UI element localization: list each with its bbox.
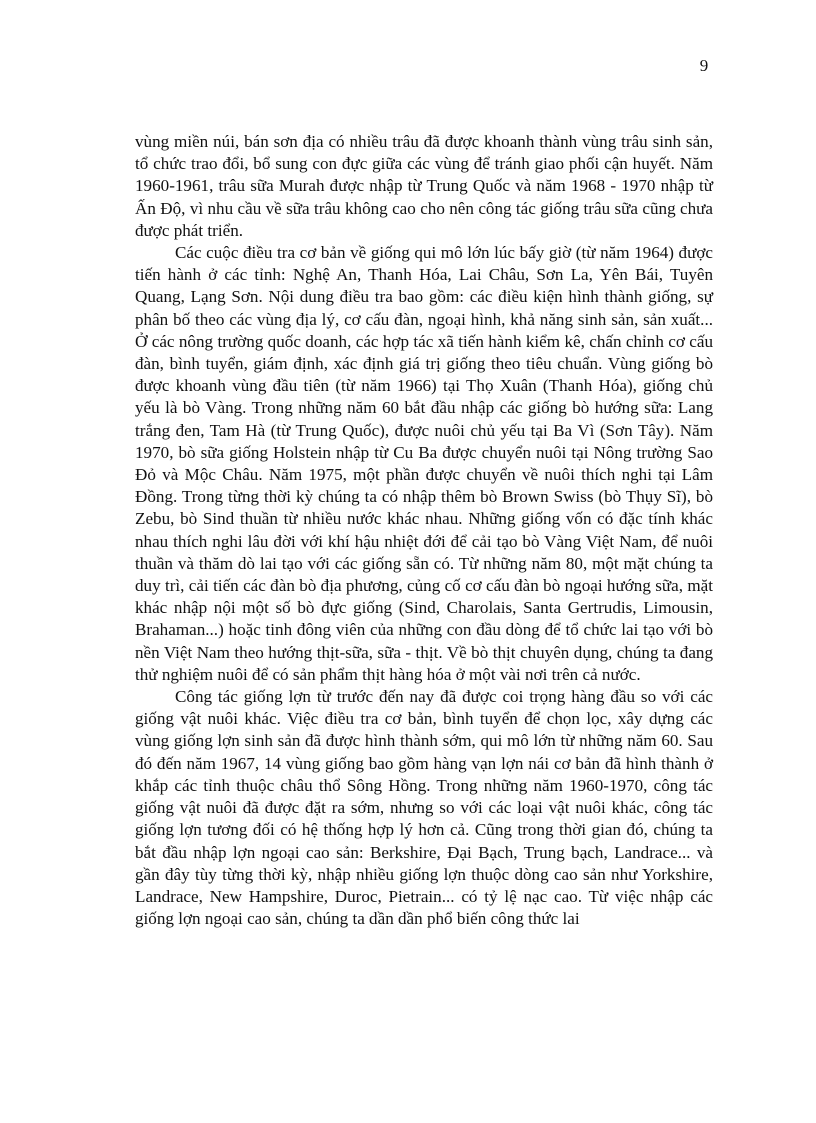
paragraph-1: vùng miền núi, bán sơn địa có nhiều trâu đã được khoanh thành vùng trâu sinh sản, tổ chức trao đổi, bổ sung con đực giữa các vùng để tránh giao phối cận huyết. Năm 1960-1961, trâu sữa Murah được nhập từ Trung Quốc và năm 1968 - 1970 nhập từ Ấn Độ, vì nhu cầu về sữa trâu không cao cho nên công tác giống trâu sữa cũng chưa được phát triển. [135, 132, 713, 240]
page-number: 9 [699, 56, 709, 75]
paragraph-3: Công tác giống lợn từ trước đến nay đã được coi trọng hàng đầu so với các giống vật nuôi khác. Việc điều tra cơ bản, bình tuyển để chọn lọc, xây dựng các vùng giống lợn sinh sản đã được hình thành sớm, qui mô lớn từ những năm 60. Sau đó đến năm 1967, 14 vùng giống bao gồm hàng vạn lợn nái cơ bản đã hình thành ở khắp các tỉnh thuộc châu thổ Sông Hồng. Trong những năm 1960-1970, công tác giống vật nuôi đã được đặt ra sớm, nhưng so với các loại vật nuôi khác, công tác giống lợn tương đối có hệ thống hợp lý hơn cả. Cũng trong thời gian đó, chúng ta bắt đầu nhập lợn ngoại cao sản: Berkshire, Đại Bạch, Trung bạch, Landrace... và gần đây tùy từng thời kỳ, nhập nhiều giống lợn thuộc dòng cao sản như Yorkshire, Landrace, New Hampshire, Duroc, Pietrain... có tỷ lệ nạc cao. Từ việc nhập các giống lợn ngoại cao sản, chúng ta dần dần phổ biến công thức lai [135, 687, 713, 929]
body-text [135, 131, 713, 930]
paragraph-2: Các cuộc điều tra cơ bản về giống qui mô lớn lúc bấy giờ (từ năm 1964) được tiến hành ở các tỉnh: Nghệ An, Thanh Hóa, Lai Châu, Sơn La, Yên Bái, Tuyên Quang, Lạng Sơn. Nội dung điều tra bao gồm: các điều kiện hình thành giống, sự phân bố theo các vùng địa lý, cơ cấu đàn, ngoại hình, khả năng sinh sản, sản xuất... Ở các nông trường quốc doanh, các hợp tác xã tiến hành kiểm kê, chấn chỉnh cơ cấu đàn, bình tuyển, giám định, xác định giá trị giống theo tiêu chuẩn. Vùng giống bò được khoanh vùng đầu tiên (từ năm 1966) tại Thọ Xuân (Thanh Hóa), giống chủ yếu là bò Vàng. Trong những năm 60 bắt đầu nhập các giống bò hướng sữa: Lang trắng đen, Tam Hà (từ Trung Quốc), được nuôi chủ yếu tại Ba Vì (Sơn Tây). Năm 1970, bò sữa giống Holstein nhập từ Cu Ba được chuyển nuôi tại Nông trường Sao Đỏ và Mộc Châu. Năm 1975, một phần được chuyển về nuôi thích nghi tại Lâm Đồng. Trong từng thời kỳ chúng ta có nhập thêm bò Brown Swiss (bò Thụy Sĩ), bò Zebu, bò Sind thuần từ nhiều nước khác nhau. Những giống vốn có đặc tính khác nhau thích nghi lâu đời với khí hậu nhiệt đới để cải tạo bò Vàng Việt Nam, để nuôi thuần và thăm dò lai tạo với các giống sẵn có. Từ những năm 80, một mặt chúng ta duy trì, cải tiến các đàn bò địa phương, củng cố cơ cấu đàn bò ngoại hướng sữa, mặt khác nhập nội một số bò đực giống (Sind, Charolais, Santa Gertrudis, Limousin, Brahaman...) hoặc tinh đông viên của những con đầu dòng để tổ chức lai tạo với bò nền Việt Nam theo hướng thịt-sữa, sữa - thịt. Về bò thịt chuyên dụng, chúng ta đang thử nghiệm nuôi để có sản phẩm thịt hàng hóa ở một vài nơi trên cả nước. [135, 243, 713, 684]
